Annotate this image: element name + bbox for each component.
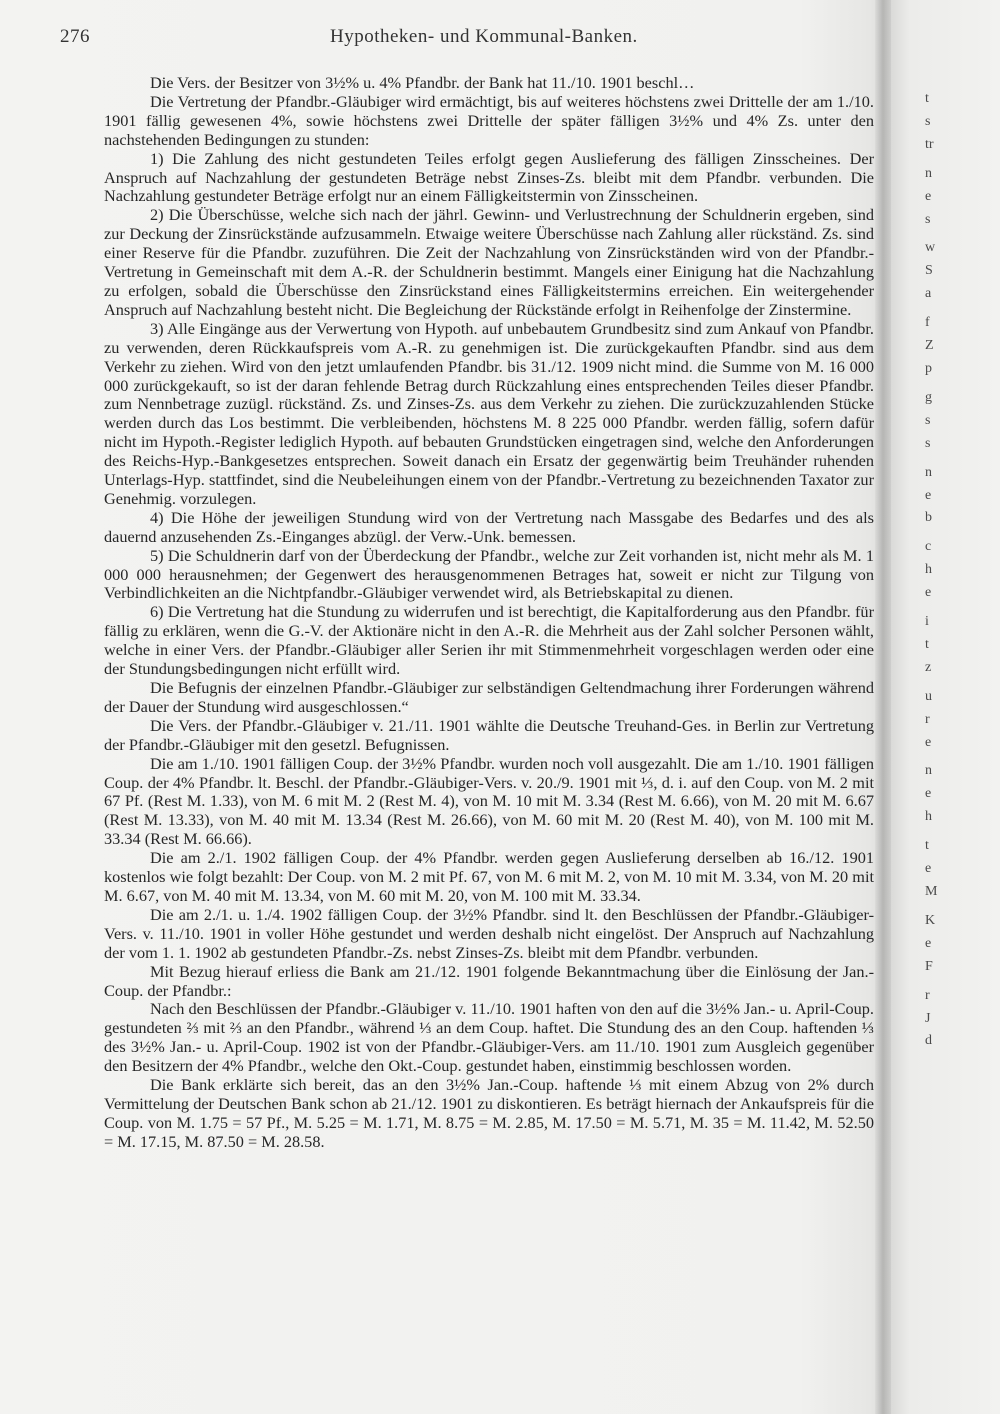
margin-fragment: f	[925, 315, 930, 331]
margin-fragment: tr	[925, 136, 934, 152]
paragraph: Nach den Beschlüssen der Pfandbr.-Gläubiger v. 11./10. 1901 haften von den auf die 3½% Jan.- u. April-Coup. gestundeten ⅔ mit ⅔ an den Pfandbr., während ⅓ an dem Coup. haftet. Die Stundung des an den Coup. haftenden ⅓ des 3½% Jan.- u. April-Coup. 1902 ist von der Pfandbr.-Gläubiger-Vers. am 11./10. 1901 zum Ausgleich gegenüber den Besitzern der 4% Pfandbr., welche den Okt.-Coup. gestundet haben, einstimmig beschlossen worden.	[104, 999, 874, 1076]
paragraph: 1) Die Zahlung des nicht gestundeten Teiles erfolgt gegen Auslieferung des fälligen Zinsscheines. Der Anspruch auf Nachzahlung der gestundeten Beträge nebst Zinses-Zs. bleibt mit dem Pfandbr. verbunden. Die Nachzahlung gestundeter Beträge erfolgt nur an einem Fälligkeitstermin von Zinsscheinen.	[104, 148, 874, 206]
margin-fragment: J	[925, 1010, 931, 1026]
margin-fragment: e	[925, 487, 932, 503]
adjacent-page-margin	[925, 80, 1000, 1380]
margin-fragment: e	[925, 188, 932, 204]
margin-fragment: c	[925, 539, 932, 555]
margin-fragment: e	[925, 861, 932, 877]
margin-fragment: F	[925, 958, 933, 974]
margin-fragment: s	[925, 435, 931, 451]
margin-fragment: n	[925, 763, 932, 779]
paragraph: 6) Die Vertretung hat die Stundung zu widerrufen und ist berechtigt, die Kapitalforderung aus den Pfandbr. für fällig zu erklären, wenn die G.-V. der Aktionäre nicht in den A.-R. die Mehrheit aus der Zahl solcher Personen wählt, welche in einer Vers. der Pfandbr.-Gläubiger aller Serien ihr mit Stimmenmehrheit vorgeschlagen werden oder eine der Stundungsbedingungen nicht erfüllt wird.	[104, 602, 874, 679]
margin-fragment: h	[925, 809, 932, 825]
page-header	[60, 26, 880, 56]
margin-fragment: z	[925, 659, 932, 675]
body-text	[104, 74, 874, 1152]
paragraph: Die Vers. der Besitzer von 3½% u. 4% Pfandbr. der Bank hat 11./10. 1901 beschl…	[150, 73, 695, 92]
paragraph: Die Befugnis der einzelnen Pfandbr.-Gläubiger zur selbständigen Geltendmachung ihrer Forderungen während der Dauer der Stundung wird ausgeschlossen.“	[104, 678, 874, 716]
page-gutter-shadow	[875, 0, 891, 1414]
margin-fragment: n	[925, 464, 932, 480]
margin-fragment: K	[925, 912, 936, 928]
paragraph: Die am 2./1. u. 1./4. 1902 fälligen Coup. der 3½% Pfandbr. sind lt. den Beschlüssen der Pfandbr.-Gläubiger-Vers. v. 11./10. 1901 in voller Höhe gestundet und werden deshalb nicht eingelöst. Der Anspruch auf Nachzahlung der vom 1. 1. 1902 ab gestundeten Pfandbr.-Zs. nebst Zinses-Zs. bleibt mit dem Pfandbr. verbunden.	[104, 904, 874, 962]
margin-fragment: p	[925, 360, 932, 376]
margin-fragment: d	[925, 1033, 932, 1049]
margin-fragment: r	[925, 711, 930, 727]
margin-fragment: e	[925, 585, 932, 601]
margin-fragment: t	[925, 636, 929, 652]
margin-fragment: S	[925, 263, 933, 279]
margin-fragment: g	[925, 389, 932, 405]
paragraph: 2) Die Überschüsse, welche sich nach der jährl. Gewinn- und Verlustrechnung der Schuldnerin ergeben, sind zur Deckung der Zinsrückstände aufzusammeln. Etwaige weitere Überschüsse nach Zahlung aller rückständ. Zs. sind einer Reserve für die Pfandbr. zuzuführen. Die Zeit der Nachzahlung von Zinsrückständen wird von der Pfandbr.-Vertretung in Gemeinschaft mit dem A.-R. der Schuldnerin bestimmt. Mangels einer Einigung hat die Nachzahlung zu erfolgen, sobald die Überschüsse den Zinsrückstand eines Fälligkeitstermins erreichen. Ein weitergehender Anspruch auf Nachzahlung besteht nicht. Die Begleichung der Rückstände erfolgt in Reihenfolge der Zinstermine.	[104, 205, 874, 319]
margin-fragment: w	[925, 240, 936, 256]
paragraph: Die am 1./10. 1901 fälligen Coup. der 3½% Pfandbr. wurden noch voll ausgezahlt. Die am 1./10. 1901 fälligen Coup. der 4% Pfandbr. lt. Beschl. der Pfandbr.-Gläubiger-Vers. v. 20./9. 1901 mit ⅓, d. i. auf den Coup. von M. 2 mit 67 Pf. (Rest M. 1.33), von M. 6 mit M. 2 (Rest M. 4), von M. 10 mit M. 3.34 (Rest M. 6.66), von M. 20 mit M. 6.67 (Rest M. 13.33), von M. 40 mit M. 13.34 (Rest M. 26.66), von M. 60 mit M. 20 (Rest M. 40), von M. 100 mit M. 33.34 (Rest M. 66.66).	[104, 753, 874, 849]
paragraph: Die Vertretung der Pfandbr.-Gläubiger wird ermächtigt, bis auf weiteres höchstens zwei Drittelle der am 1./10. 1901 fällig gewesenen 4%, sowie höchstens zwei Drittelle der später fälligen 3½% und 4% Zs. unter den nachstehenden Bedingungen zu stunden:	[104, 91, 874, 149]
paragraph: 4) Die Höhe der jeweiligen Stundung wird von der Vertretung nach Massgabe des Bedarfes und des als dauernd anzusehenden Zs.-Einganges abzügl. der Verw.-Unk. bemessen.	[104, 507, 874, 546]
paragraph: Die Bank erklärte sich bereit, das an den 3½% Jan.-Coup. haftende ⅓ mit einem Abzug von 2% durch Vermittelung der Deutschen Bank schon ab 21./12. 1901 zu diskontieren. Es beträgt hiernach der Ankaufspreis für die Coup. von M. 1.75 = 57 Pf., M. 5.25 = M. 1.71, M. 8.75 = M. 2.85, M. 17.50 = M. 5.71, M. 35 = M. 11.42, M. 52.50 = M. 17.15, M. 87.50 = M. 28.58.	[104, 1075, 874, 1151]
margin-fragment: r	[925, 987, 930, 1003]
margin-fragment: i	[925, 614, 929, 630]
paragraph: 3) Alle Eingänge aus der Verwertung von Hypoth. auf unbebautem Grundbesitz sind zum Ankauf von Pfandbr. zu verwenden, deren Rückkaufspreis vom A.-R. zu genehmigen ist. Die zurückgekauften Pfandbr. sind aus dem Verkehr zu ziehen. Wird von den jetzt umlaufenden Pfandbr. bis 31./12. 1909 nicht mind. die Summe von M. 16 000 000 zurückgekauft, so ist der daran fehlende Betrag durch Rückzahlung eines entsprechenden Teiles dieser Pfandbr. zum Nennbetrage zuzügl. rückständ. Zs. und Zinses-Zs. aus dem Verkehr zu ziehen. Die zurückzuzahlenden Stücke werden durch das Los bestimmt. Die verbleibenden, höchstens M. 8 225 000 Pfandbr. werden fällig, sofern dafür nicht im Hypoth.-Register lediglich Hypoth. auf bebauten Grundstücken eingetragen sind, welche den Anforderungen des Reichs-Hyp.-Bankgesetzes entsprechen. Soweit danach ein Ersatz der gegenwärtig beim Treuhänder ruhenden Unterlags-Hyp. stattfindet, sind die Neubeleihungen einem von der Pfandbr.-Vertretung zu bezeichnenden Taxator zur Genehmig. vorzulegen.	[104, 318, 874, 508]
margin-fragment: a	[925, 286, 932, 302]
margin-fragment: t	[925, 91, 929, 106]
paragraph: Mit Bezug hierauf erliess die Bank am 21./12. 1901 folgende Bekanntmachung über die Einlösung der Jan.-Coup. der Pfandbr.:	[104, 961, 874, 1000]
margin-fragment: M	[925, 884, 938, 899]
margin-fragment: e	[925, 734, 932, 750]
margin-fragment: s	[925, 113, 931, 129]
margin-fragment: s	[925, 412, 931, 428]
margin-fragment: h	[925, 562, 932, 578]
margin-fragment: b	[925, 510, 932, 526]
paragraph: Die am 2./1. 1902 fälligen Coup. der 4% Pfandbr. werden gegen Auslieferung derselben ab 16./12. 1901 kostenlos wie folgt bezahlt: Der Coup. von M. 2 mit Pf. 67, von M. 6 mit M. 2, von M. 10 mit M. 3.34, von M. 20 mit M. 6.67, von M. 40 mit M. 13.34, von M. 60 mit M. 20, von M. 100 mit M. 33.34.	[104, 848, 874, 905]
margin-fragment: n	[925, 165, 932, 181]
margin-fragment: e	[925, 935, 932, 951]
paragraph: Die Vers. der Pfandbr.-Gläubiger v. 21./11. 1901 wählte die Deutsche Treuhand-Ges. in Berlin zur Vertretung der Pfandbr.-Gläubiger mit den gesetzl. Befugnissen.	[104, 715, 874, 754]
margin-fragment: Z	[925, 338, 934, 354]
margin-fragment: u	[925, 688, 932, 704]
paragraph: 5) Die Schuldnerin darf von der Überdeckung der Pfandbr., welche zur Zeit vorhanden ist, nicht mehr als M. 1 000 000 herausnehmen; der Gegenwert des herausgenommenen Betrages hat, soweit er nicht zur Tilgung von Verbindlichkeiten an die Nichtpfandbr.-Gläubiger verwendet wird, als Betriebskapital zu dienen.	[104, 545, 874, 603]
page-number: 276	[60, 26, 90, 47]
running-title: Hypotheken- und Kommunal-Banken.	[330, 26, 638, 47]
margin-fragment: s	[925, 211, 931, 227]
margin-fragment: t	[925, 838, 929, 854]
margin-fragment: e	[925, 786, 932, 802]
